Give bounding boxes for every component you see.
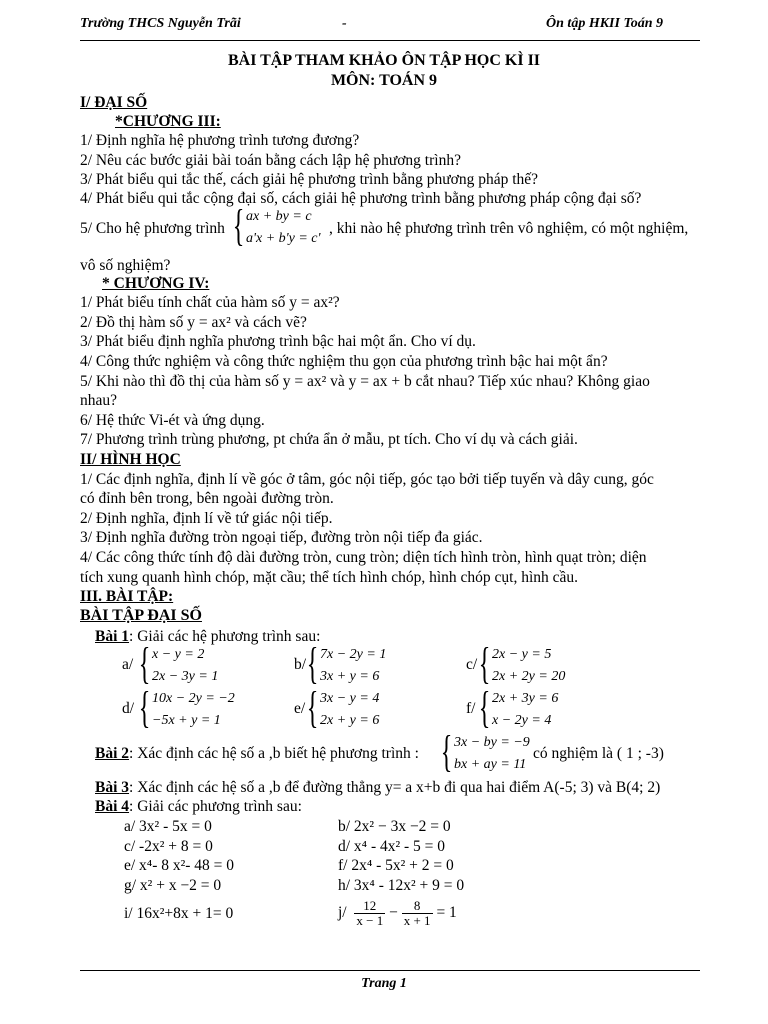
eq-i: i/ 16x²+8x + 1= 0 [124,905,234,922]
header-subject: Ôn tập HKII Toán 9 [546,16,663,31]
eq-h: h/ 3x⁴ - 12x² + 9 = 0 [338,877,465,894]
ch3-q5-lead: 5/ Cho hệ phương trình [80,220,225,237]
geo-q3: 3/ Định nghĩa đường tròn ngoại tiếp, đường tròn nội tiếp đa giác. [80,529,483,546]
ch3-q5-end: vô số nghiệm? [80,257,171,274]
page-header [80,16,663,38]
sys-e: { 3x − y = 4 2x + y = 6 [306,683,380,732]
section-algebra-heading: I/ ĐẠI SỐ [80,94,148,111]
sys-a: { x − y = 2 2x − 3y = 1 [138,639,219,688]
geo-q4-cont: tích xung quanh hình chóp, mặt cầu; thể tích hình chóp, hình chóp cụt, hình cầu. [80,569,579,586]
ch3-q4: 4/ Phát biểu qui tắc cộng đại số, cách giải hệ phương trình bằng phương pháp cộng đại số? [80,190,642,207]
sys-c-label: c/ [466,656,478,673]
sys-d: { 10x − 2y = −2 −5x + y = 1 [138,683,235,732]
geo-q1-cont: có đỉnh bên trong, bên ngoài đường tròn. [80,490,334,507]
ch4-q3: 3/ Phát biểu định nghĩa phương trình bậc hai một ẩn. Cho ví dụ. [80,333,476,350]
header-school: Trường THCS Nguyễn Trãi [80,16,241,31]
geo-q1: 1/ Các định nghĩa, định lí về góc ở tâm, góc nội tiếp, góc tạo bởi tiếp tuyến và dây cung, góc [80,471,654,488]
sys-e-label: e/ [294,700,306,717]
ch4-q4: 4/ Công thức nghiệm và công thức nghiệm thu gọn của phương trình bậc hai một ẩn? [80,353,608,370]
eq-f: f/ 2x⁴ - 5x² + 2 = 0 [338,857,454,874]
geo-q2: 2/ Định nghĩa, định lí về tứ giác nội tiếp. [80,510,333,527]
ch3-q3: 3/ Phát biểu qui tắc thế, cách giải hệ phương trình bằng phương pháp thế? [80,171,539,188]
section-geometry-heading: II/ HÌNH HỌC [80,451,181,468]
eq-a: a/ 3x² - 5x = 0 [124,818,212,835]
sys-b: { 7x − 2y = 1 3x + y = 6 [306,639,387,688]
sys-b-label: b/ [294,656,307,673]
ch4-q2: 2/ Đồ thị hàm số y = ax² và cách vẽ? [80,314,307,331]
page-number: Trang 1 [361,976,407,991]
sys-a-label: a/ [122,656,134,673]
doc-subtitle: MÔN: TOÁN 9 [330,72,438,89]
eq-j-fraction-2: $\frac{8}{x + 1}$ [403,897,431,928]
sys-d-label: d/ [122,700,135,717]
algebra-exercises-heading: BÀI TẬP ĐẠI SỐ [80,607,202,624]
ch3-q1: 1/ Định nghĩa hệ phương trình tương đương? [80,132,360,149]
exercise-3: Bài 3: Xác định các hệ số a ,b để đường thẳng y= a x+b đi qua hai điểm A(-5; 3) và B(4; 2) [95,779,661,796]
ch4-q5: 5/ Khi nào thì đồ thị của hàm số y = ax² và y = ax + b cắt nhau? Tiếp xúc nhau? Không giao [80,373,650,390]
sys-f: { 2x + 3y = 6 x − 2y = 4 [478,683,559,732]
exercise-4: Bài 4: Giải các phương trình sau: [95,798,302,815]
ch4-q7: 7/ Phương trình trùng phương, pt chứa ẩn ở mẫu, pt tích. Cho ví dụ và cách giải. [80,431,578,448]
chapter-3-heading: *CHƯƠNG III: [115,113,221,130]
chapter-4-heading: * CHƯƠNG IV: [102,275,210,292]
eq-j: j/ $\frac{12}{x - 1}$ − $\frac{8}{x + 1}$ = 1 [338,897,457,928]
exercise-2-end: có nghiệm là ( 1 ; -3) [533,745,664,762]
sys-c: { 2x − y = 5 2x + 2y = 20 [478,639,566,688]
eq-c: c/ -2x² + 8 = 0 [124,838,213,855]
header-dash: - [342,16,347,31]
ch3-q2: 2/ Nêu các bước giải bài toán bằng cách lập hệ phương trình? [80,152,461,169]
doc-title: BÀI TẬP THAM KHẢO ÔN TẬP HỌC KÌ II [227,52,541,69]
eq-b: b/ 2x² − 3x −2 = 0 [338,818,451,835]
exercise-2-system: { 3x − by = −9 bx + ay = 11 [440,727,530,776]
eq-j-fraction-1: $\frac{12}{x - 1}$ [356,897,384,928]
ch4-q5-cont: nhau? [80,392,118,409]
ch4-q6: 6/ Hệ thức Vi-ét và ứng dụng. [80,412,265,429]
section-exercises-heading: III. BÀI TẬP: [80,588,174,605]
ch3-q5-system: { ax + by = c a'x + b'y = c' [232,201,321,250]
exercise-1: Bài 1: Giải các hệ phương trình sau: [95,628,321,645]
ch3-q5-tail: , khi nào hệ phương trình trên vô nghiệm, có một nghiệm, [329,220,689,237]
eq-d: d/ x⁴ - 4x² - 5 = 0 [338,838,446,855]
eq-e: e/ x⁴- 8 x²- 48 = 0 [124,857,235,874]
exercise-2: Bài 2: Xác định các hệ số a ,b biết hệ phương trình : [95,745,419,762]
footer-rule [80,970,700,971]
header-rule [80,40,700,41]
sys-f-label: f/ [466,700,476,717]
geo-q4: 4/ Các công thức tính độ dài đường tròn, cung tròn; diện tích hình tròn, hình quạt tròn; diện [80,549,647,566]
ch4-q1: 1/ Phát biểu tính chất của hàm số y = ax²? [80,294,340,311]
eq-g: g/ x² + x −2 = 0 [124,877,222,894]
